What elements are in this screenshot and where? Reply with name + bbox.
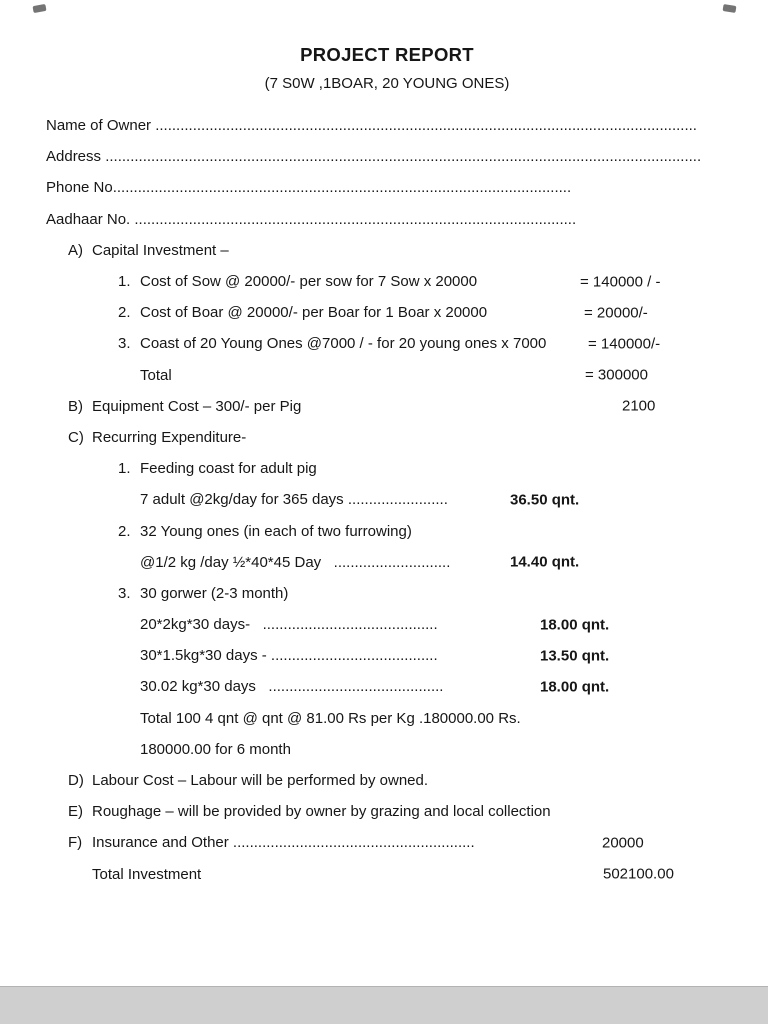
section-f-heading [46,827,728,858]
item-text: Cost of Sow @ 20000/- per sow for 7 Sow x 20000 [140,273,478,291]
quantity-value: 36.50 qnt. [510,491,580,509]
recurring-summary-line-1 [46,703,728,734]
list-marker: 1. [118,460,131,478]
grower-line-3 [46,671,728,702]
list-marker: A) [68,241,83,259]
list-marker: 2. [118,304,131,322]
field-address [46,141,728,172]
list-marker: F) [68,834,83,852]
amount-value: 2100 [622,397,656,415]
list-marker: D) [68,772,84,790]
section-b-heading [46,391,728,422]
quantity-value: 18.00 qnt. [540,616,610,634]
total-label: Total [140,366,172,384]
grower-line-2 [46,640,728,671]
total-investment-label: Total Investment [92,865,202,883]
capital-total [46,360,728,391]
field-phone-no [46,172,728,203]
recurring-item-2-detail [46,547,728,578]
page-bottom-background [0,986,768,1024]
item-text: Cost of Boar @ 20000/- per Boar for 1 Boar x 20000 [140,304,488,322]
item-text: 30*1.5kg*30 days - ........................................ [140,647,438,665]
section-a-heading [46,235,728,266]
amount-value: = 300000 [585,366,648,384]
section-title: Insurance and Other .......................................................... [92,834,475,852]
section-c-heading [46,422,728,453]
field-line-text: Name of Owner .................................................................................................................................. [46,117,697,135]
list-marker: C) [68,428,84,446]
item-text: @1/2 kg /day ½*40*45 Day ............................ [140,553,451,571]
item-text: 20*2kg*30 days- .......................................... [140,616,438,634]
report-subtitle: (7 S0W ,1BOAR, 20 YOUNG ONES) [264,75,510,92]
list-marker: 2. [118,522,131,540]
item-text: 30.02 kg*30 days .......................................... [140,678,444,696]
section-title: Equipment Cost – 300/- per Pig [92,397,302,415]
recurring-item-1-detail [46,484,728,515]
section-title: Recurring Expenditure- [92,428,247,446]
item-text: Feeding coast for adult pig [140,460,317,478]
amount-value: 20000 [602,834,644,852]
amount-value: 502100.00 [603,865,674,883]
list-marker: E) [68,803,83,821]
list-marker: 1. [118,273,131,291]
list-marker: B) [68,397,83,415]
amount-value: = 140000 / - [580,273,661,291]
recurring-item-2 [46,515,728,546]
section-d-heading [46,765,728,796]
item-text: 7 adult @2kg/day for 365 days ........................ [140,491,448,509]
capital-item-2 [46,297,728,328]
total-investment-row [46,859,728,890]
list-marker: 3. [118,335,131,353]
report-title: PROJECT REPORT [300,44,474,65]
field-name-of-owner [46,110,728,141]
section-title: Roughage – will be provided by owner by grazing and local collection [92,803,551,821]
recurring-summary-line-2 [46,734,728,765]
summary-text: Total 100 4 qnt @ qnt @ 81.00 Rs per Kg .180000.00 Rs. [140,709,521,727]
item-text: Coast of 20 Young Ones @7000 / - for 20 young ones x 7000 [140,335,547,353]
amount-value: = 140000/- [588,335,661,353]
summary-text: 180000.00 for 6 month [140,740,291,758]
item-text: 30 gorwer (2-3 month) [140,584,289,602]
report-content [46,110,728,890]
section-e-heading [46,796,728,827]
capital-item-1 [46,266,728,297]
quantity-value: 13.50 qnt. [540,647,610,665]
field-aadhaar-no [46,204,728,235]
item-text: 32 Young ones (in each of two furrowing) [140,522,412,540]
recurring-item-1 [46,453,728,484]
grower-line-1 [46,609,728,640]
section-title: Capital Investment – [92,241,229,259]
amount-value: = 20000/- [584,304,648,322]
recurring-item-3 [46,578,728,609]
list-marker: 3. [118,584,131,602]
field-line-text: Address ............................................................................................................................................... [46,148,702,166]
field-line-text: Aadhaar No. .......................................................................................................... [46,210,577,228]
quantity-value: 14.40 qnt. [510,553,580,571]
field-line-text: Phone No.............................................................................................................. [46,179,572,197]
quantity-value: 18.00 qnt. [540,678,610,696]
section-title: Labour Cost – Labour will be performed by owned. [92,772,429,790]
capital-item-3 [46,328,728,359]
